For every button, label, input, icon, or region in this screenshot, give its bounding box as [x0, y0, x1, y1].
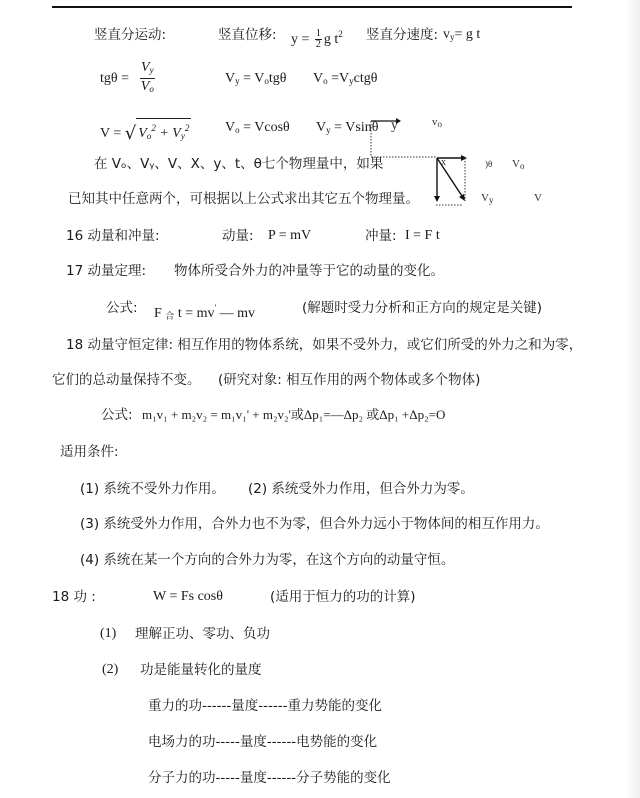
- formula-part: V: [313, 71, 324, 86]
- subscript: o: [323, 76, 328, 86]
- subscript: o: [149, 84, 154, 94]
- subscript: o: [146, 131, 152, 141]
- work-item-2-num: (2): [102, 662, 119, 677]
- subscript: y: [349, 76, 354, 86]
- section18-momentum-line2: 它们的总动量保持不变。: [52, 372, 201, 388]
- formula-part: = V: [239, 71, 265, 86]
- diagram-label-vy: [481, 192, 493, 205]
- prime-mark: ': [214, 303, 217, 313]
- formula-part: V: [316, 120, 327, 135]
- formula-part: t = mv: [174, 306, 215, 321]
- work-measure-electric: 电场力的功-----量度------电势能的变化: [148, 734, 378, 750]
- work-measure-molecular: 分子力的功-----量度------分子势能的变化: [148, 770, 391, 786]
- seven-quantities-line2: 已知其中任意两个，可根据以上公式求出其它五个物理量。: [68, 191, 419, 207]
- momentum-label: 动量:: [222, 228, 254, 244]
- formula-part: V: [138, 126, 147, 141]
- momentum-formula: P = mV: [268, 228, 312, 243]
- formula-part: V: [512, 158, 520, 170]
- formula-part: V: [141, 60, 150, 75]
- section17-text: 物体所受合外力的冲量等于它的动量的变化。: [174, 263, 444, 279]
- formula-part: V: [225, 71, 236, 86]
- subscript: o: [437, 119, 442, 129]
- subscript: o: [235, 125, 240, 135]
- formula-part: V: [140, 79, 150, 94]
- formula-part: v: [443, 27, 450, 42]
- formula-part: tgθ =: [100, 71, 129, 86]
- section18-momentum-title: 18 动量守恒定律: 相互作用的物体系统，如果不受外力，或它们所受的外力之和为零，: [66, 337, 583, 353]
- formula-part: =V: [327, 71, 350, 86]
- condition-item-1: (1) 系统不受外力作用。: [80, 481, 225, 497]
- subscript: y: [149, 65, 154, 75]
- formula-part: tgθ: [268, 71, 287, 86]
- vertical-displacement-label: 竖直位移:: [218, 27, 277, 43]
- diagram-label-vo-top: [432, 116, 442, 129]
- work-item-2-text: 功是能量转化的量度: [140, 662, 262, 678]
- condition-item-3: (3) 系统受外力作用，合外力也不为零，但合外力远小于物体间的相互作用力。: [80, 516, 549, 532]
- formula-part: V =: [100, 126, 122, 141]
- formula-part: g t: [323, 32, 339, 47]
- formula-part: ctgθ: [353, 71, 378, 86]
- impulse-formula: I = F t: [405, 228, 440, 243]
- sqrt-icon: √: [124, 123, 137, 144]
- diagram-label-y: y: [391, 118, 398, 133]
- seven-quantities-line1: 在 Vₒ、Vᵧ、V、X、y、t、θ七个物理量中，如果: [94, 156, 384, 172]
- subscript: o: [264, 76, 269, 86]
- formula-part: y =: [291, 32, 310, 47]
- formula-part: = Vcosθ: [239, 120, 290, 135]
- condition-item-4: (4) 系统在某一个方向的合外力为零，在这个方向的动量守恒。: [80, 552, 455, 568]
- work-formula: W = Fs cosθ: [153, 589, 223, 604]
- exponent: 2: [184, 123, 190, 133]
- formula-part: = g t: [454, 27, 481, 42]
- section18-momentum-note: (研究对象: 相互作用的两个物体或多个物体): [218, 372, 481, 388]
- diagram-label-x: x: [441, 157, 446, 168]
- formula-part: v: [432, 116, 438, 128]
- formula-part: = Vsinθ: [330, 120, 379, 135]
- impulse-theorem-formula: [154, 299, 255, 326]
- formula-part: V: [225, 120, 236, 135]
- impulse-label: 冲量:: [365, 228, 397, 244]
- work-measure-gravity: 重力的功------量度------重力势能的变化: [148, 698, 382, 714]
- frac-num: 1: [315, 28, 321, 40]
- work-formula-note: (适用于恒力的功的计算): [270, 589, 416, 605]
- diagram-label-v: V: [534, 192, 542, 204]
- formula-part: + V: [155, 126, 181, 141]
- subscript: y: [488, 195, 494, 205]
- vertical-velocity-label: 竖直分速度:: [366, 27, 439, 43]
- work-item-1-num: (1): [100, 626, 117, 641]
- section16-title: 16 动量和冲量:: [66, 228, 160, 244]
- formula-part: F: [154, 306, 162, 321]
- subscript: y: [235, 76, 240, 86]
- subscript: 合: [165, 312, 175, 322]
- impulse-theorem-formula-label: 公式:: [106, 300, 138, 316]
- formula-part: V: [481, 192, 489, 204]
- subscript: y: [450, 32, 455, 42]
- impulse-theorem-note: (解题时受力分析和正方向的规定是关键): [302, 300, 543, 316]
- work-item-1-text: 理解正功、零功、负功: [135, 626, 270, 642]
- section18-work-title: 18 功 :: [52, 589, 96, 605]
- diagram-label-theta: )θ: [485, 159, 493, 169]
- section17-title: 17 动量定理:: [66, 263, 147, 279]
- condition-item-2: (2) 系统受外力作用，但合外力为零。: [248, 481, 474, 497]
- formula-part: — mv: [216, 306, 256, 321]
- exponent: 2: [338, 29, 343, 39]
- subscript: y: [326, 125, 331, 135]
- conservation-formula-label: 公式:: [101, 407, 133, 423]
- subscript: y: [180, 131, 185, 141]
- frac-den: 2: [315, 39, 321, 51]
- conditions-title: 适用条件:: [60, 444, 119, 460]
- conservation-formula: m₁v₁ + m₂v₂ = m₁v₁' + m₂v₂'或Δp₁=—Δp₂ 或Δp₁ +Δp₂=O: [142, 407, 446, 422]
- subscript: o: [519, 161, 525, 171]
- diagram-label-vo: [512, 158, 524, 171]
- exponent: 2: [151, 123, 156, 133]
- vertical-motion-label: 竖直分运动:: [94, 27, 167, 43]
